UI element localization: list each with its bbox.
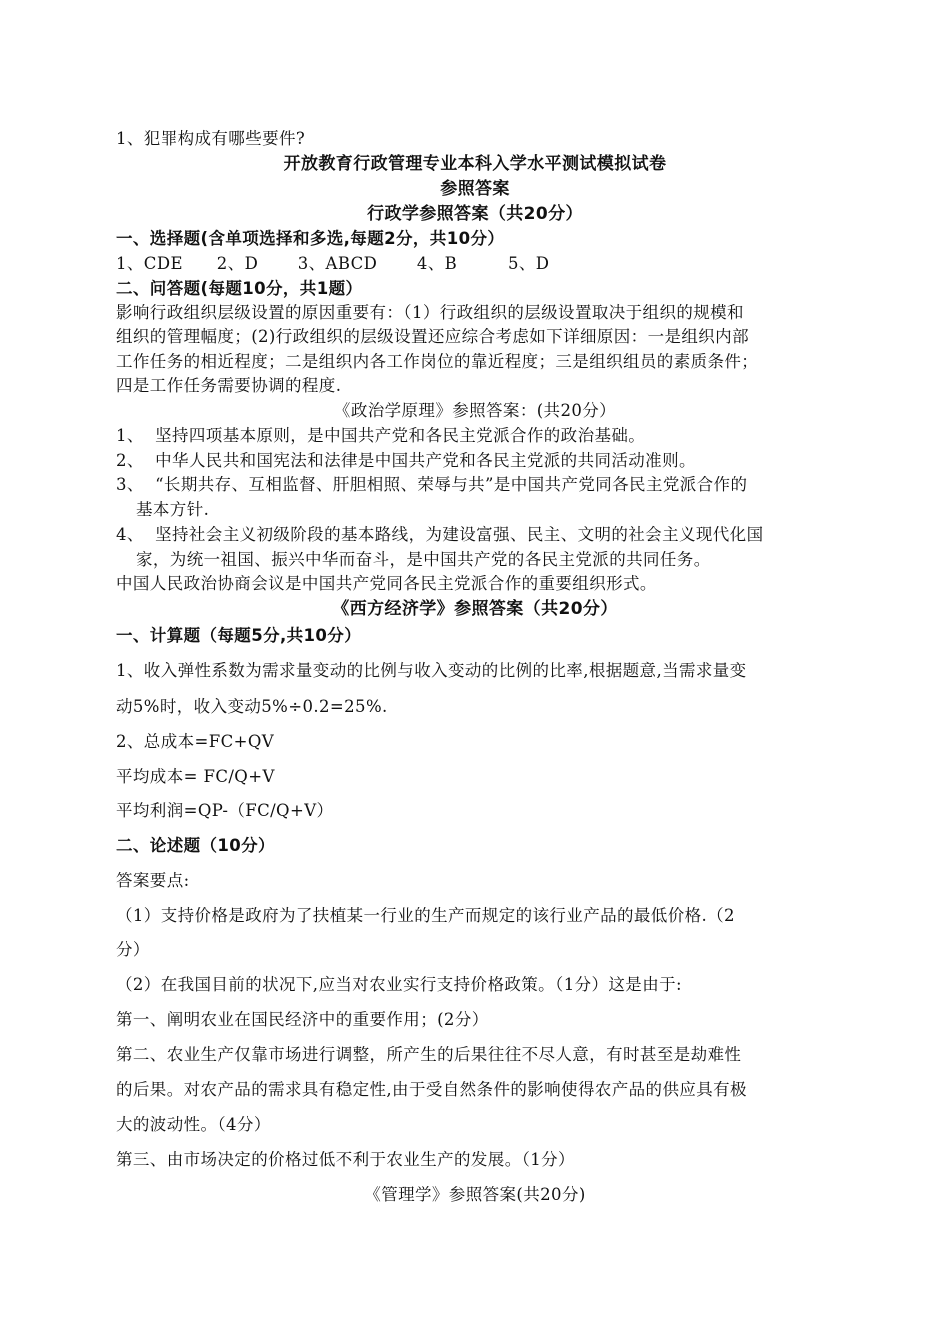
politics-section-title: 《政治学原理》参照答案：(共20分） xyxy=(333,401,617,420)
econ-point-line: 第三、由市场决定的价格过低不利于农业生产的发展。（1分） xyxy=(116,1150,575,1169)
mgmt-section-title: 《管理学》参照答案(共20分) xyxy=(364,1185,586,1204)
econ-point-line: （1）支持价格是政府为了扶植某一行业的生产而规定的该行业产品的最低价格.（2 xyxy=(116,906,735,925)
econ-q1-line: 1、收入弹性系数为需求量变动的比例与收入变动的比例的比率,根据题意,当需求量变 xyxy=(116,661,747,680)
econ-q2-line: 2、总成本=FC+QV xyxy=(116,732,275,751)
main-title: 开放教育行政管理专业本科入学水平测试模拟试卷 xyxy=(283,154,667,174)
subtitle: 参照答案 xyxy=(440,179,510,199)
intro-question: 1、犯罪构成有哪些要件? xyxy=(116,129,306,148)
politics-item-continuation: 家，为统一祖国、振兴中华而奋斗，是中国共产党的各民主党派的共同任务。 xyxy=(136,550,711,569)
admin-section-title: 行政学参照答案（共20分） xyxy=(367,204,583,224)
admin-answer-line: 四是工作任务需要协调的程度. xyxy=(116,376,342,395)
econ-essay-heading: 二、论述题（10分） xyxy=(116,836,275,855)
econ-point-line: （2）在我国目前的状况下,应当对农业实行支持价格政策。（1分）这是由于: xyxy=(116,975,682,994)
admin-answer-line: 组织的管理幅度；(2)行政组织的层级设置还应综合考虑如下详细原因：一是组织内部 xyxy=(116,327,749,346)
econ-point-line: 第二、农业生产仅靠市场进行调整，所产生的后果往往不尽人意，有时甚至是劫难性 xyxy=(116,1045,742,1064)
politics-item: 中国人民政治协商会议是中国共产党同各民主党派合作的重要组织形式。 xyxy=(116,574,657,593)
admin-qa-heading: 二、问答题(每题10分，共1题） xyxy=(116,279,363,298)
econ-points-label: 答案要点: xyxy=(116,871,190,890)
econ-point-line: 大的波动性。（4分） xyxy=(116,1115,271,1134)
econ-point-line: 第一、阐明农业在国民经济中的重要作用；(2分） xyxy=(116,1010,489,1029)
politics-item: 4、 坚持社会主义初级阶段的基本路线，为建设富强、民主、文明的社会主义现代化国 xyxy=(116,525,764,544)
econ-point-line: 的后果。对农产品的需求具有稳定性,由于受自然条件的影响使得农产品的供应具有极 xyxy=(116,1080,747,1099)
politics-item: 1、 坚持四项基本原则，是中国共产党和各民主党派合作的政治基础。 xyxy=(116,426,646,445)
econ-q1-line: 动5%时，收入变动5%÷0.2=25%. xyxy=(116,697,388,716)
econ-point-line: 分） xyxy=(116,940,150,959)
politics-item: 2、 中华人民共和国宪法和法律是中国共产党和各民主党派的共同活动准则。 xyxy=(116,451,696,470)
econ-q2-line: 平均成本= FC/Q+V xyxy=(116,767,275,786)
politics-item-continuation: 基本方针. xyxy=(136,500,210,519)
politics-item: 3、 “长期共存、互相监督、肝胆相照、荣辱与共”是中国共产党同各民主党派合作的 xyxy=(116,475,748,494)
admin-answer-line: 影响行政组织层级设置的原因重要有：（1）行政组织的层级设置取决于组织的规模和 xyxy=(116,303,744,322)
admin-answer-line: 工作任务的相近程度；二是组织内各工作岗位的靠近程度；三是组织组员的素质条件； xyxy=(116,352,759,371)
admin-choice-heading: 一、选择题(含单项选择和多选,每题2分，共10分） xyxy=(116,229,505,248)
econ-q2-line: 平均利润=QP-（FC/Q+V） xyxy=(116,801,334,820)
admin-choice-answers: 1、CDE 2、D 3、ABCD 4、B 5、D xyxy=(116,254,550,273)
econ-calc-heading: 一、计算题（每题5分,共10分） xyxy=(116,626,362,645)
econ-section-title: 《西方经济学》参照答案（共20分） xyxy=(332,599,618,619)
